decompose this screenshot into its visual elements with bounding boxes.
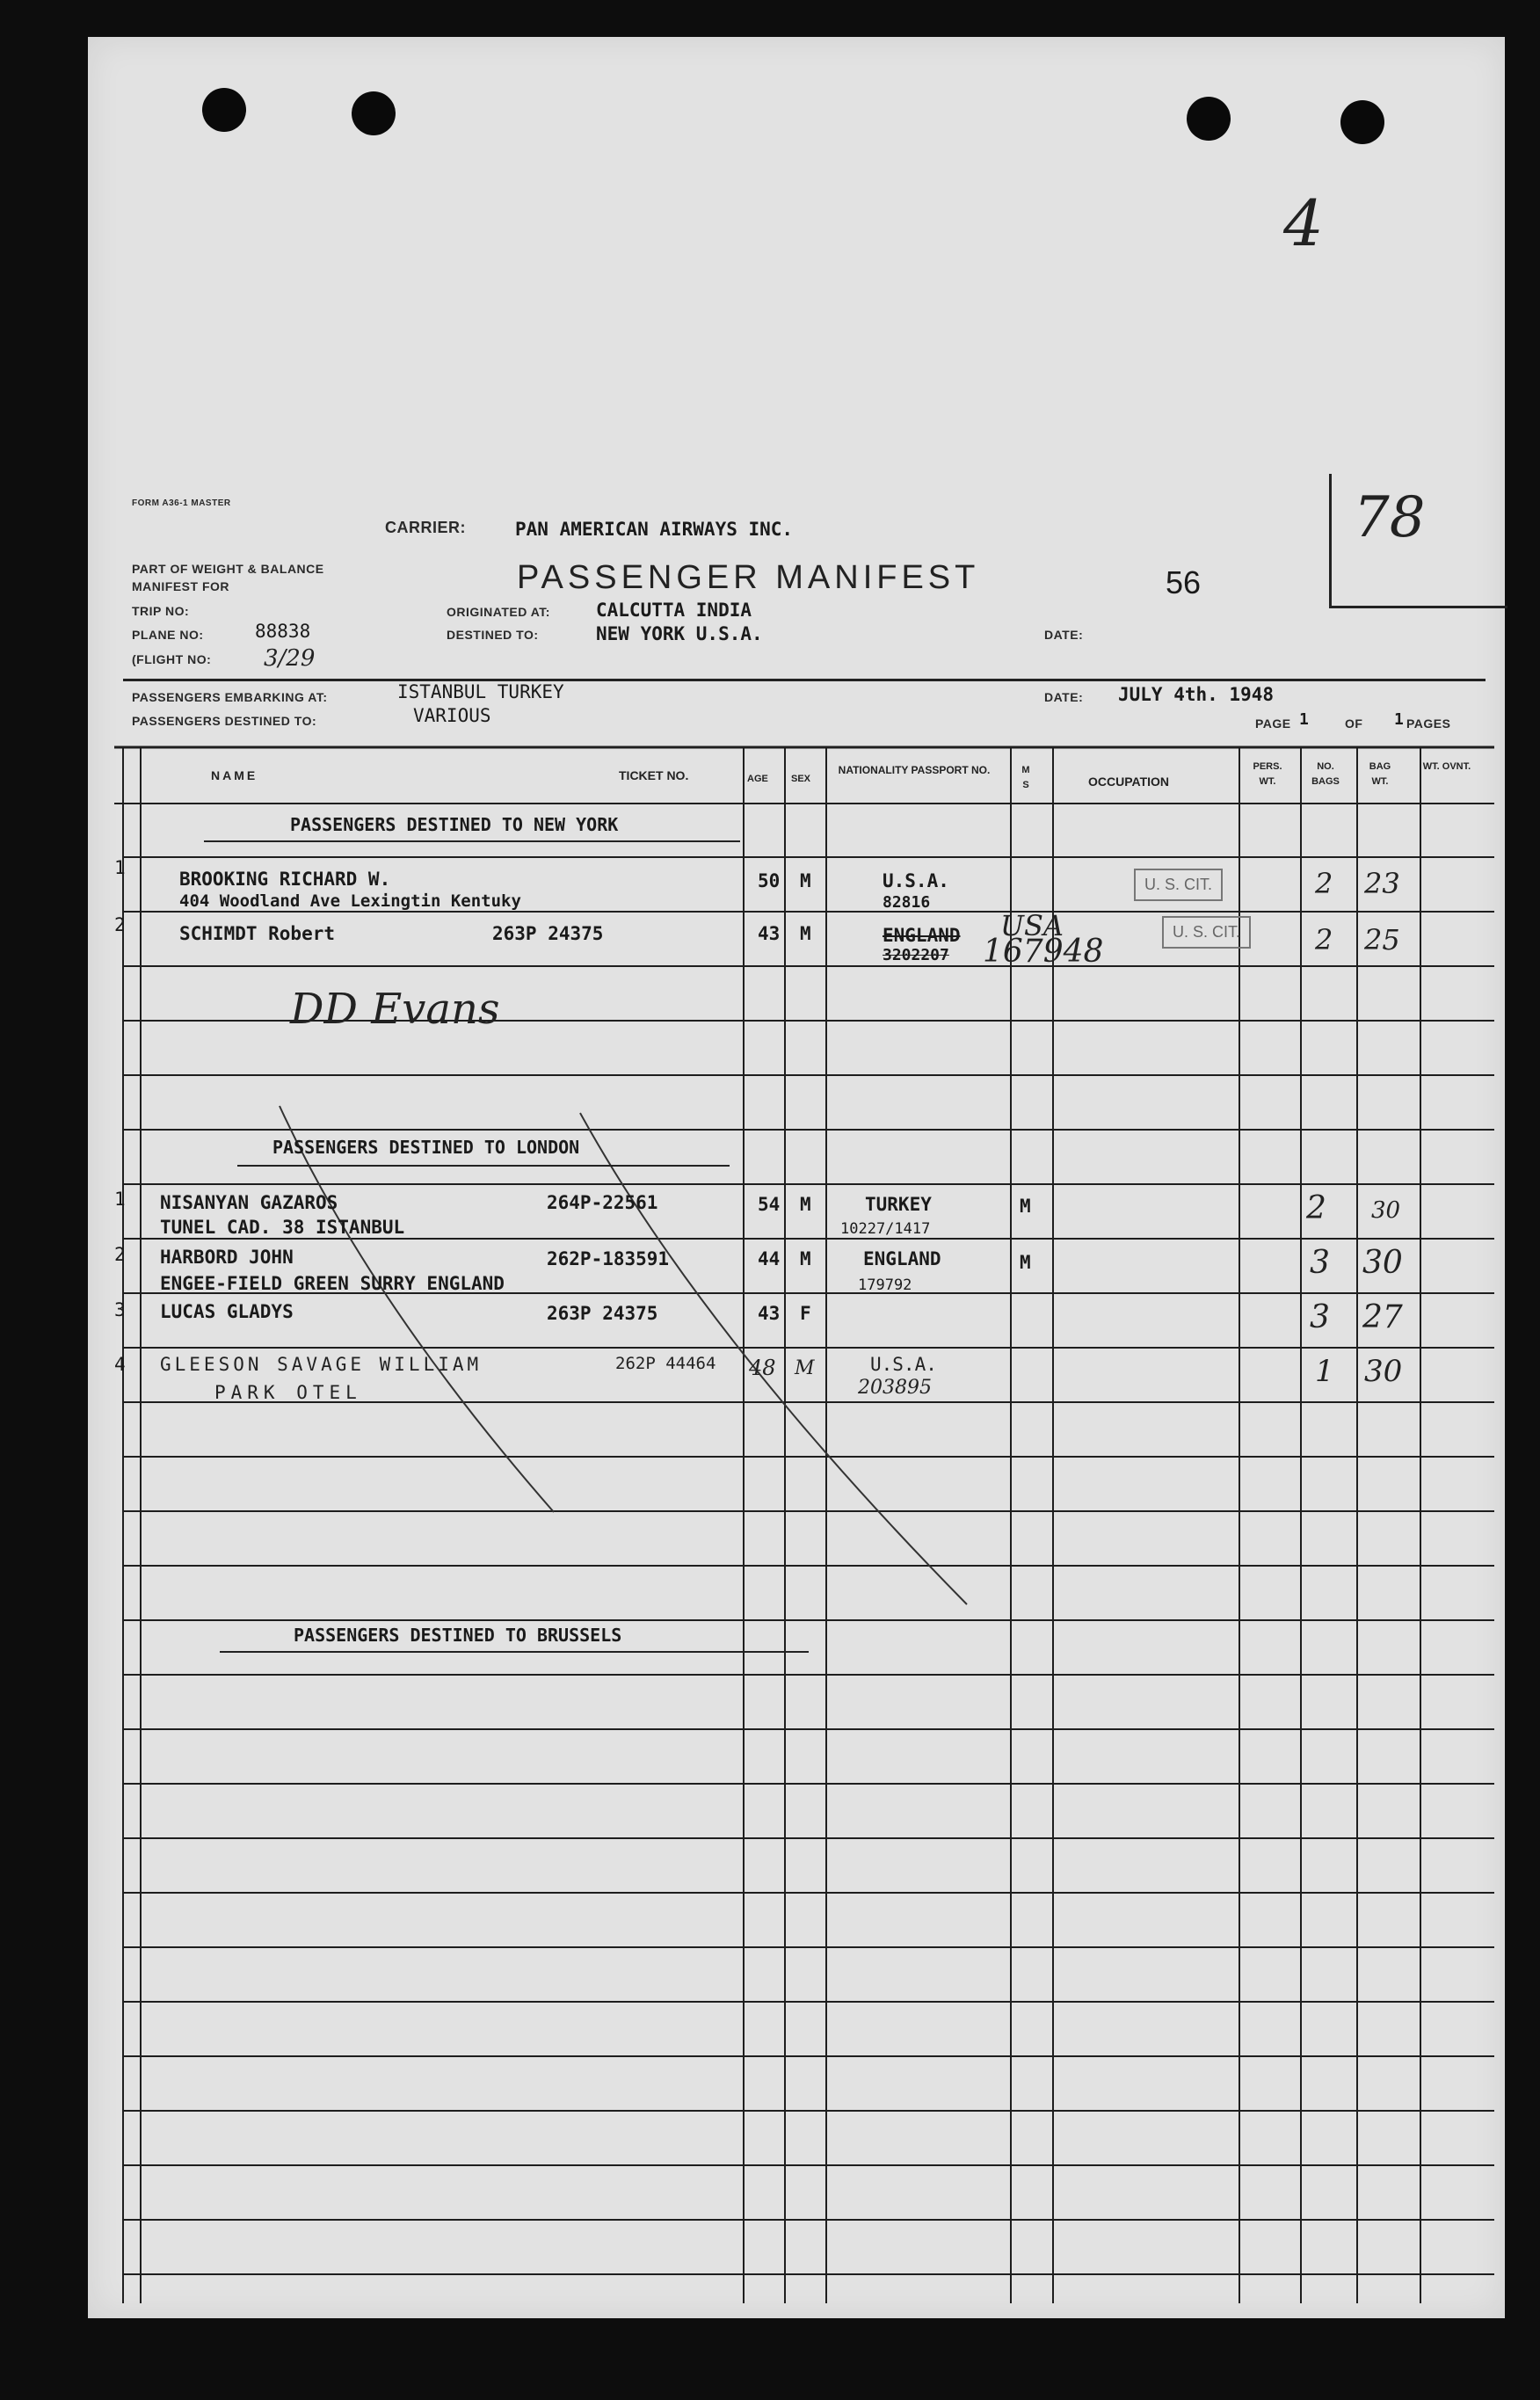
age: 44 (758, 1248, 781, 1269)
row-number: 4 (114, 1354, 126, 1375)
carrier-label: CARRIER: (385, 519, 466, 536)
sex: M (800, 1194, 811, 1215)
pax-destined-label: PASSENGERS DESTINED TO: (132, 714, 317, 728)
row-number: 1 (114, 1189, 126, 1210)
passport-no: 179792 (858, 1276, 912, 1294)
marital-status: M (1020, 1252, 1031, 1273)
row-number: 2 (114, 914, 126, 935)
col-age: AGE (747, 774, 768, 784)
no-bags: 3 (1310, 1299, 1330, 1335)
col-sex: SEX (791, 774, 811, 784)
section-london: PASSENGERS DESTINED TO LONDON (272, 1137, 580, 1158)
col-no-bags: NO. BAGS (1311, 761, 1340, 787)
sex: M (795, 1357, 815, 1379)
form-id: FORM A36-1 MASTER (132, 498, 231, 508)
ticket-no: 262P-183591 (547, 1248, 670, 1269)
ticket-no: 263P 24375 (547, 1303, 658, 1324)
flight-no-label: (FLIGHT NO: (132, 652, 212, 666)
part-of-label: PART OF WEIGHT & BALANCE MANIFEST FOR (132, 562, 324, 593)
passenger-address: 404 Woodland Ave Lexingtin Kentuky (179, 891, 521, 911)
passenger-address: PARK OTEL (214, 1382, 362, 1403)
section-underline (237, 1165, 730, 1167)
nationality: U.S.A. (883, 870, 949, 891)
section-new-york: PASSENGERS DESTINED TO NEW YORK (290, 814, 619, 835)
ticket-no: 262P 44464 (615, 1354, 716, 1373)
page-label: PAGE (1255, 716, 1291, 731)
age: 50 (758, 870, 781, 891)
bag-wt: 30 (1371, 1197, 1401, 1224)
marital-status: M (1020, 1196, 1031, 1217)
passenger-name: HARBORD JOHN (160, 1247, 294, 1268)
no-bags: 2 (1306, 1190, 1326, 1226)
cross-out-stroke (280, 1106, 554, 1512)
no-bags: 2 (1315, 923, 1333, 956)
flight-no: 3/29 (264, 645, 316, 672)
nationality: U.S.A. (870, 1354, 937, 1375)
destined-label: DESTINED TO: (447, 628, 539, 642)
passenger-name: BROOKING RICHARD W. (179, 869, 391, 890)
bag-wt: 23 (1364, 867, 1400, 900)
col-ticket: TICKET NO. (619, 768, 689, 782)
originated: CALCUTTA INDIA (596, 600, 752, 621)
plane-no-label: PLANE NO: (132, 628, 204, 642)
plane-no: 88838 (255, 621, 311, 642)
sex: M (800, 1248, 811, 1269)
date2-label: DATE: (1044, 690, 1084, 704)
col-nationality: NATIONALITY PASSPORT NO. (838, 764, 991, 776)
bag-wt: 27 (1362, 1299, 1403, 1335)
age: 54 (758, 1194, 781, 1215)
bag-wt: 30 (1364, 1354, 1403, 1389)
passenger-name: NISANYAN GAZAROS (160, 1192, 338, 1213)
ticket-no: 264P-22561 (547, 1192, 658, 1213)
age: 43 (758, 923, 781, 944)
nationality: TURKEY (865, 1194, 932, 1215)
row-number: 2 (114, 1244, 126, 1265)
handwritten-signature: DD Evans (290, 985, 500, 1034)
sex: M (800, 923, 811, 944)
col-name: NAME (211, 768, 258, 782)
pax-destined: VARIOUS (413, 705, 491, 726)
row-number: 1 (114, 857, 126, 878)
no-bags: 3 (1310, 1245, 1330, 1281)
passport-no: 82816 (883, 893, 931, 912)
passenger-name: GLEESON SAVAGE WILLIAM (160, 1354, 483, 1375)
age: 48 (749, 1356, 776, 1380)
passport-struck: 3202207 (883, 946, 949, 964)
manifest-date: JULY 4th. 1948 (1118, 684, 1275, 705)
sex: M (800, 870, 811, 891)
section-underline (220, 1651, 809, 1653)
passenger-address: ENGEE-FIELD GREEN SURRY ENGLAND (160, 1273, 505, 1294)
pages-total: 1 (1394, 710, 1404, 729)
col-occupation: OCCUPATION (1088, 775, 1170, 789)
ticket-no: 263P 24375 (492, 923, 604, 944)
section-brussels: PASSENGERS DESTINED TO BRUSSELS (294, 1625, 622, 1646)
embarking: ISTANBUL TURKEY (397, 681, 564, 702)
of-label: OF (1345, 716, 1363, 731)
carrier: PAN AMERICAN AIRWAYS INC. (515, 519, 794, 540)
corner-number: 4 (1283, 186, 1324, 260)
sex: F (800, 1303, 811, 1324)
passenger-name: LUCAS GLADYS (160, 1301, 294, 1322)
embarking-label: PASSENGERS EMBARKING AT: (132, 690, 328, 704)
col-bag-wt: BAG WT. (1369, 761, 1391, 787)
handwritten-passport: 167948 (983, 934, 1104, 970)
bag-wt: 25 (1364, 923, 1400, 956)
record-number: 78 (1354, 485, 1426, 550)
pages-label: PAGES (1406, 716, 1451, 731)
age: 43 (758, 1303, 781, 1324)
handwritten-nationality: USA (1000, 909, 1064, 942)
destined: NEW YORK U.S.A. (596, 623, 763, 644)
no-bags: 2 (1315, 867, 1333, 900)
col-pers-wt: PERS. WT. (1253, 761, 1282, 787)
row-number: 3 (114, 1299, 126, 1320)
passenger-name: SCHIMDT Robert (179, 923, 336, 944)
us-cit-stamp: U. S. CIT. (1162, 916, 1251, 949)
sheet-number: 56 (1166, 564, 1202, 600)
col-ms: M S (1021, 765, 1030, 790)
passport-no: 10227/1417 (840, 1220, 931, 1238)
passport-no: 203895 (858, 1377, 932, 1399)
col-wt-ovnt: WT. OVNT. (1422, 761, 1471, 772)
bag-wt: 30 (1362, 1245, 1403, 1281)
us-cit-stamp: U. S. CIT. (1134, 869, 1223, 901)
section-underline (204, 840, 740, 842)
page-no: 1 (1299, 710, 1309, 729)
nationality-struck: ENGLAND (883, 925, 961, 946)
date-label: DATE: (1044, 628, 1084, 642)
no-bags: 1 (1315, 1354, 1334, 1389)
originated-label: ORIGINATED AT: (447, 605, 550, 619)
nationality: ENGLAND (863, 1248, 941, 1269)
passenger-address: TUNEL CAD. 38 ISTANBUL (160, 1217, 405, 1238)
manifest-title: PASSENGER MANIFEST (517, 559, 980, 596)
trip-no-label: TRIP NO: (132, 604, 190, 618)
